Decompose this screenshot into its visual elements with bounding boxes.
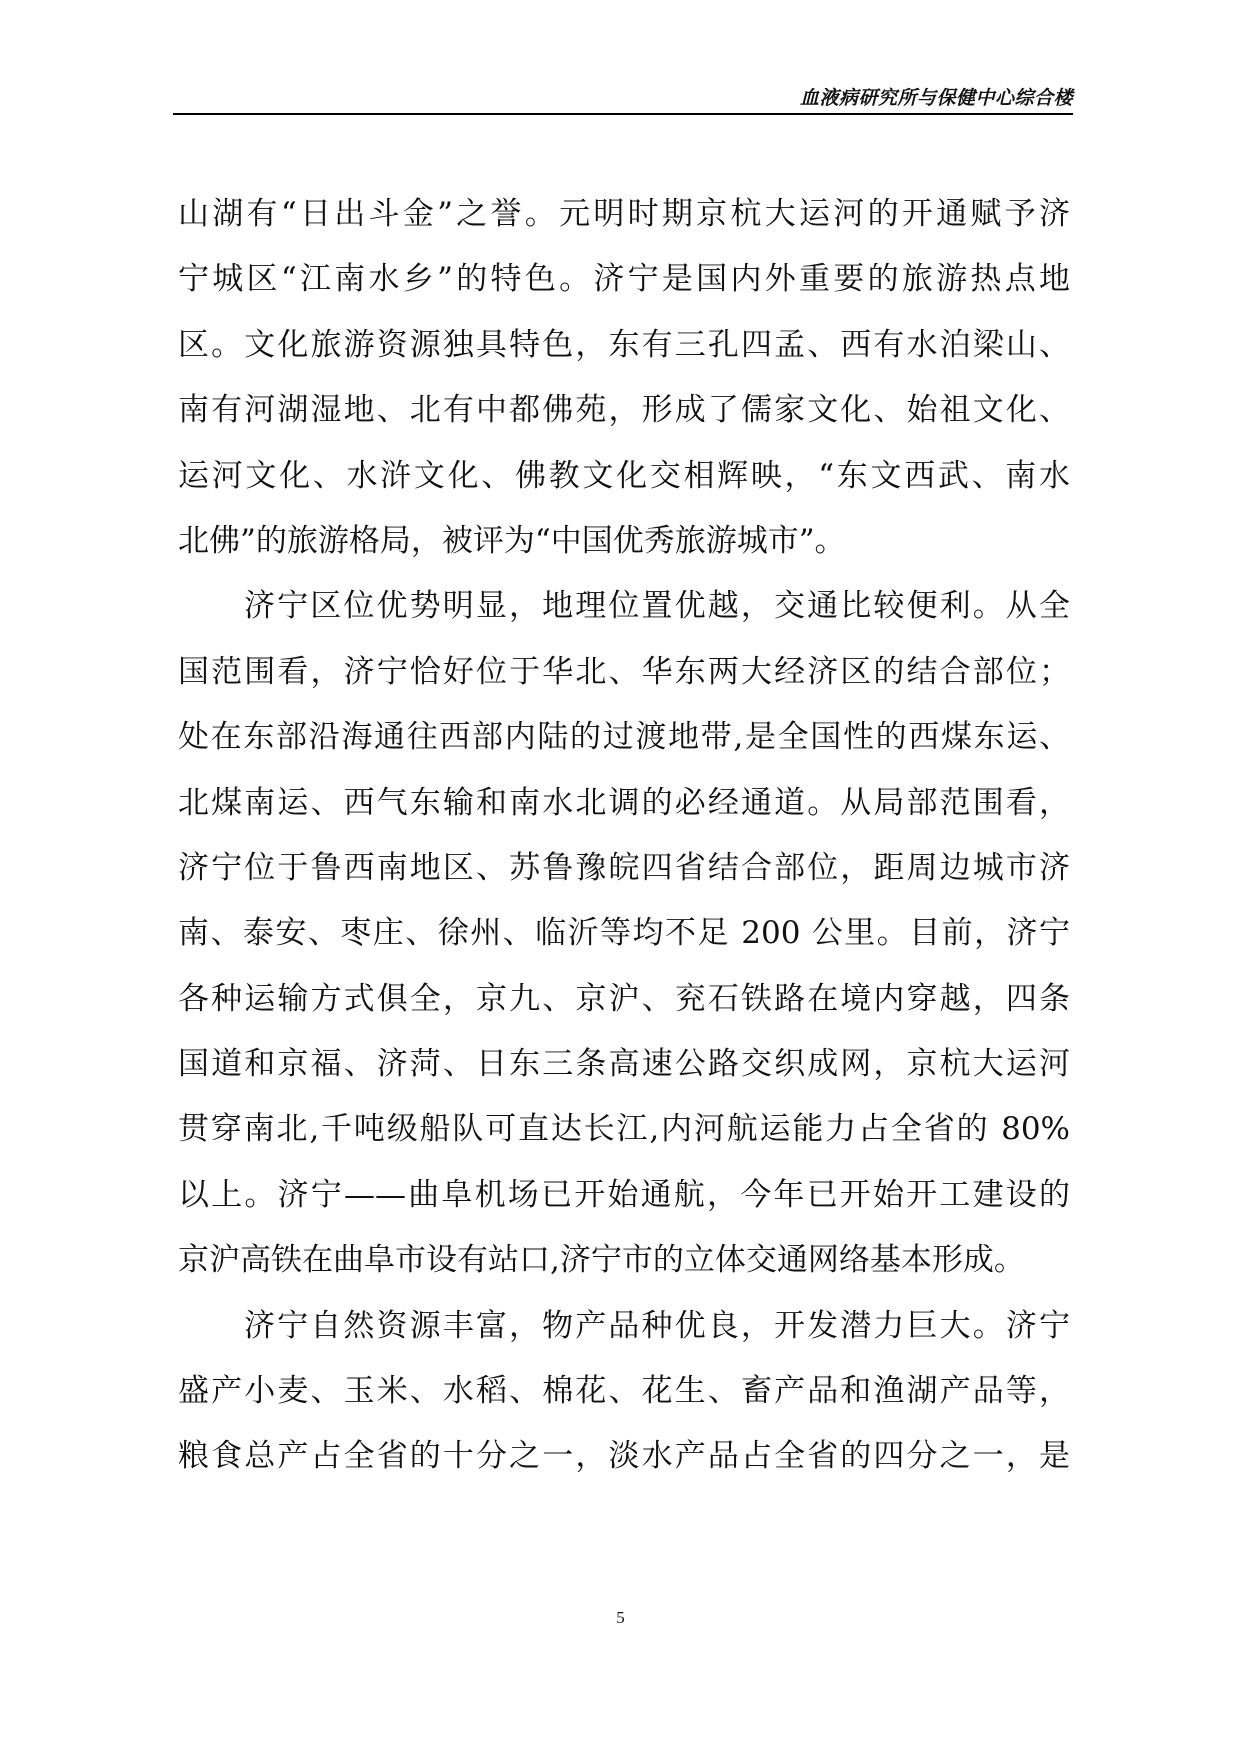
text-line: 区。文化旅游资源独具特色，东有三孔四孟、西有水泊梁山、 bbox=[178, 326, 1070, 363]
text-line: 粮食总产占全省的十分之一，淡水产品占全省的四分之一，是 bbox=[178, 1438, 1070, 1475]
text-line: 处在东部沿海通往西部内陆的过渡地带,是全国性的西煤东运、 bbox=[178, 719, 1070, 756]
text-line: 宁城区“江南水乡”的特色。济宁是国内外重要的旅游热点地 bbox=[178, 261, 1070, 298]
text-line: 济宁自然资源丰富，物产品种优良，开发潜力巨大。济宁 bbox=[244, 1307, 1070, 1344]
text-line: 京沪高铁在曲阜市设有站口,济宁市的立体交通网络基本形成。 bbox=[178, 1242, 1025, 1279]
text-line: 山湖有“日出斗金”之誉。元明时期京杭大运河的开通赋予济 bbox=[178, 196, 1070, 232]
text-line: 盛产小麦、玉米、水稻、棉花、花生、畜产品和渔湖产品等， bbox=[178, 1373, 1070, 1410]
text-line: 南有河湖湿地、北有中都佛苑，形成了儒家文化、始祖文化、 bbox=[178, 392, 1070, 429]
text-line: 各种运输方式俱全，京九、京沪、兖石铁路在境内穿越，四条 bbox=[178, 980, 1070, 1017]
page-header bbox=[173, 82, 1073, 114]
text-line: 以上。济宁——曲阜机场已开始通航，今年已开始开工建设的 bbox=[178, 1176, 1070, 1213]
text-line: 济宁位于鲁西南地区、苏鲁豫皖四省结合部位，距周边城市济 bbox=[178, 849, 1070, 886]
body-text bbox=[178, 182, 1070, 1490]
text-line: 运河文化、水浒文化、佛教文化交相辉映，“东文西武、南水 bbox=[178, 457, 1070, 494]
text-line: 国范围看，济宁恰好位于华北、华东两大经济区的结合部位； bbox=[178, 653, 1070, 690]
header-title: 血液病研究所与保健中心综合楼 bbox=[799, 87, 1073, 109]
text-line: 北煤南运、西气东输和南水北调的必经通道。从局部范围看， bbox=[178, 784, 1070, 821]
text-line: 贯穿南北,千吨级船队可直达长江,内河航运能力占全省的 80% bbox=[178, 1111, 1070, 1148]
header-divider bbox=[173, 113, 1073, 115]
text-line: 北佛”的旅游格局，被评为“中国优秀旅游城市”。 bbox=[178, 522, 846, 559]
text-line: 济宁区位优势明显，地理位置优越，交通比较便利。从全 bbox=[244, 588, 1070, 625]
page-number: 5 bbox=[616, 1608, 625, 1627]
text-line: 国道和京福、济菏、日东三条高速公路交织成网，京杭大运河 bbox=[178, 1046, 1070, 1083]
text-line: 南、泰安、枣庄、徐州、临沂等均不足 200 公里。目前，济宁 bbox=[178, 915, 1070, 952]
